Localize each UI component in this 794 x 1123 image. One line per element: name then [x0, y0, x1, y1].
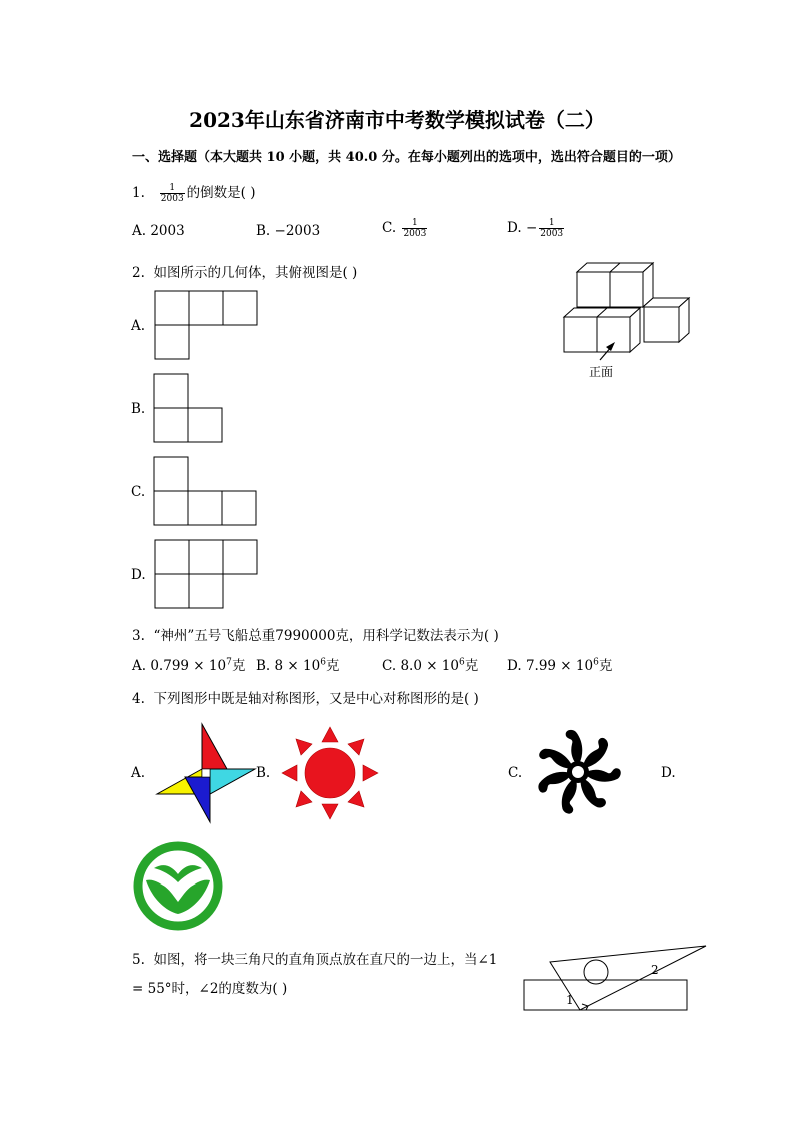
q4-option-c-label: C.	[508, 765, 523, 781]
q2-option-b-grid	[153, 373, 224, 444]
q2-option-a-grid	[154, 290, 259, 360]
question-text: 的倒数是( )	[186, 185, 256, 201]
q4-option-a-label: A.	[131, 765, 146, 781]
question-text: 下列图形中既是轴对称图形，又是中心对称图形的是( )	[153, 691, 479, 707]
question-text: “神州”五号飞船总重7990000克，用科学记数法表示为( )	[153, 628, 499, 644]
question-text: 如图，将一块三角尺的直角顶点放在直尺的一边上，当∠1	[153, 952, 498, 968]
q3-option-c: C. $8.0 \times 10^6$克	[382, 657, 479, 674]
q2-option-d-grid	[154, 539, 259, 610]
question-5-line2: = 55°时，∠2的度数为( )	[132, 981, 288, 997]
question-2: 2. 如图所示的几何体，其俯视图是( )	[132, 265, 358, 281]
front-label: 正面	[589, 365, 614, 379]
q4-option-b-label: B.	[256, 765, 271, 781]
q2-option-b-label: B.	[131, 401, 146, 417]
q2-option-c-label: C.	[131, 484, 146, 500]
question-text: 如图所示的几何体，其俯视图是( )	[153, 265, 358, 281]
q2-option-a-label: A.	[131, 318, 146, 334]
q3-option-d: D. $7.99 \times 10^6$克	[507, 657, 613, 674]
q1-option-c: C. $\frac{1}{2003}$	[382, 218, 427, 239]
q3-option-a: A. $0.799 \times 10^7$克	[132, 657, 246, 674]
q1-option-b: B. −2003	[256, 223, 321, 239]
sun-figure	[280, 724, 380, 822]
q4-option-d-label: D.	[661, 765, 676, 781]
flower-figure	[530, 724, 626, 820]
pinwheel-figure	[155, 722, 257, 824]
q1-option-d: D. − $\frac{1}{2003}$	[507, 218, 564, 239]
question-3: 3. “神州”五号飞船总重7990000克，用科学记数法表示为( )	[132, 628, 499, 644]
page-title: 2023年山东省济南市中考数学模拟试卷（二）	[189, 108, 605, 132]
angle-2-label: 2	[651, 963, 659, 977]
angle-1-label: 1	[566, 993, 574, 1007]
triangle-ruler-figure	[522, 944, 692, 1014]
green-food-logo	[132, 840, 224, 932]
q2-option-d-label: D.	[131, 567, 146, 583]
q2-option-c-grid	[153, 456, 258, 527]
question-1	[132, 181, 256, 204]
q1-option-a: A. 2003	[132, 223, 185, 239]
cube-stack-figure	[560, 262, 695, 380]
fraction: $\frac{1}{2003}$	[160, 183, 184, 204]
question-4: 4. 下列图形中既是轴对称图形，又是中心对称图形的是( )	[132, 691, 479, 707]
section-heading: 一、选择题（本大题共 10 小题，共 40.0 分。在每小题列出的选项中，选出符合题目的一项）	[132, 150, 681, 165]
question-5: 5. 如图，将一块三角尺的直角顶点放在直尺的一边上，当∠1	[132, 952, 498, 968]
q3-option-b: B. $8 \times 10^6$克	[256, 657, 340, 674]
question-number: 1.	[132, 185, 145, 201]
